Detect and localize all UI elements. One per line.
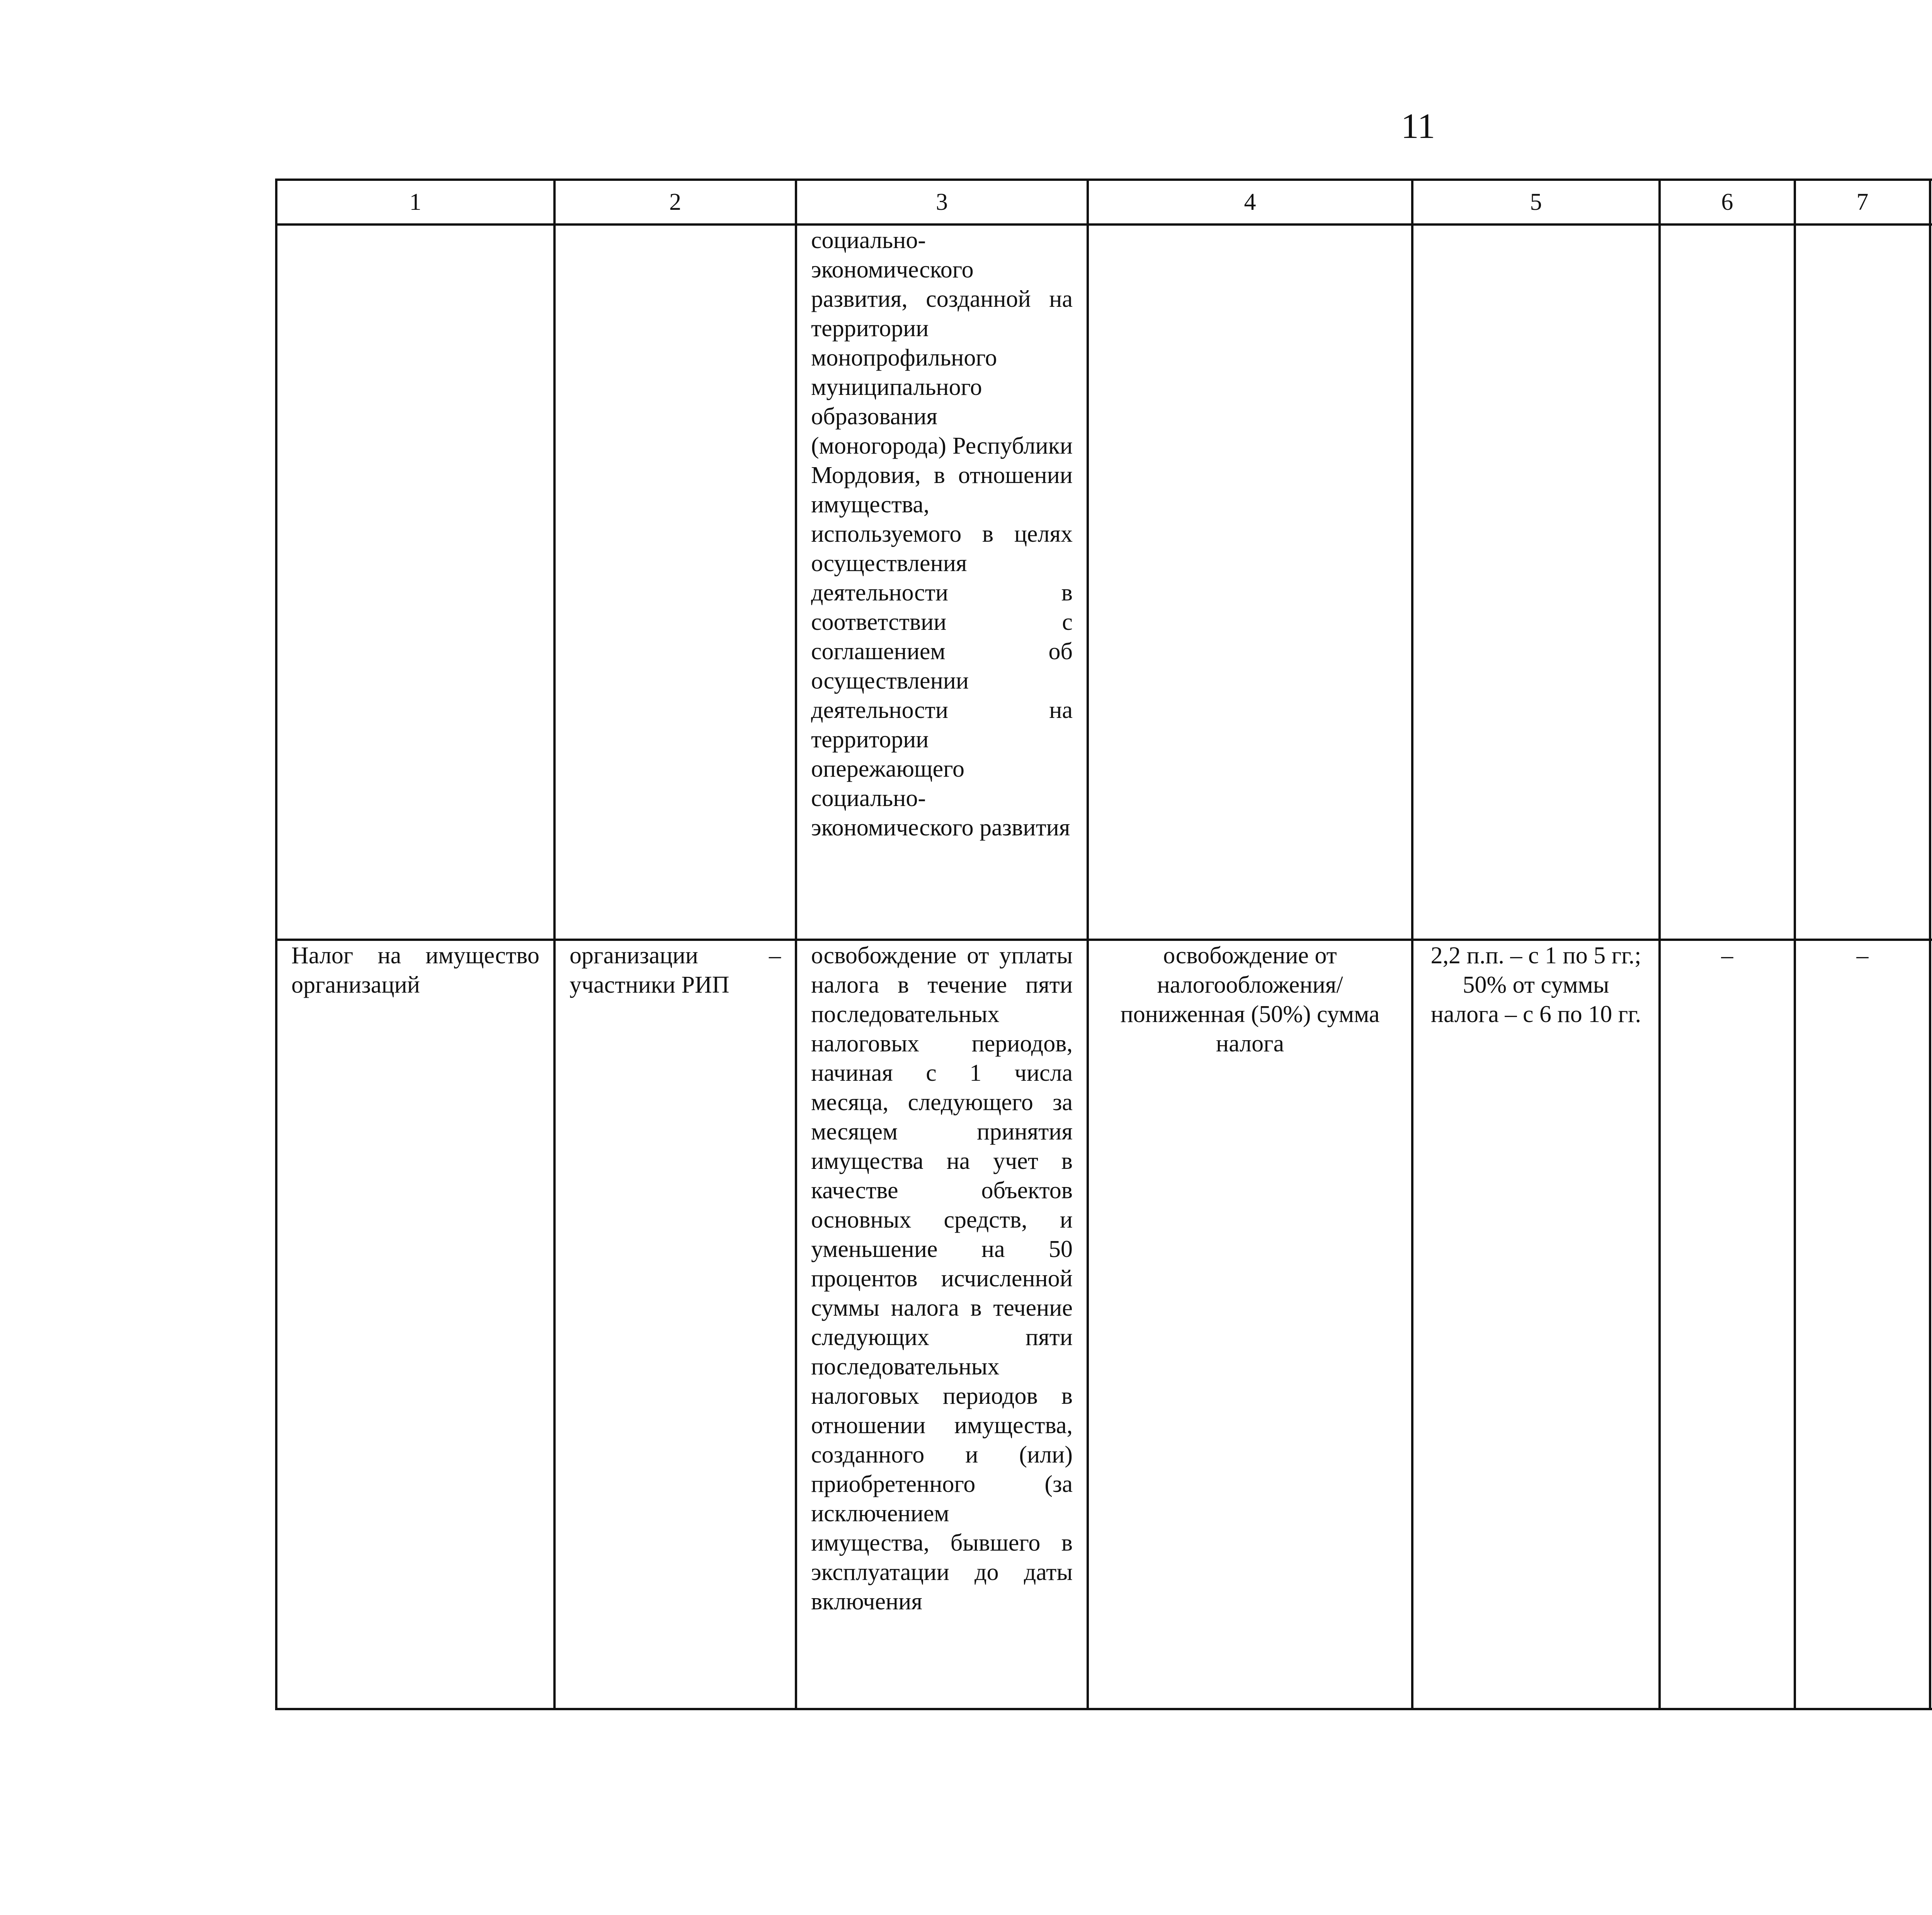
value-cell <box>1930 940 1932 1709</box>
value-cell <box>1660 224 1795 940</box>
benefit-description-cell: социально-экономического развития, созданной на территории монопрофильного муниципального образования (моногорода) Республики Мордовия, в отношении имущества, используемого в целях осуществления деятельности в соответствии с соглашением об осуществлении деятельности на территории опережающего социально-экономического развития <box>796 224 1088 940</box>
column-header: 2 <box>554 180 796 224</box>
benefit-type-cell <box>1088 224 1412 940</box>
column-header: 7 <box>1795 180 1930 224</box>
recipient-cell: организации – участники РИП <box>554 940 796 1709</box>
tax-name-cell <box>276 224 554 940</box>
benefit-rate-cell <box>1412 224 1660 940</box>
value-cell <box>1930 224 1932 940</box>
table-row <box>276 940 1932 1709</box>
table-row <box>276 224 1932 940</box>
column-header <box>1930 180 1932 224</box>
column-header: 1 <box>276 180 554 224</box>
value-cell: – <box>1795 940 1930 1709</box>
benefit-rate-line: 50% от суммы налога – с 6 по 10 гг. <box>1430 972 1641 1027</box>
column-header: 4 <box>1088 180 1412 224</box>
column-header: 6 <box>1660 180 1795 224</box>
table-header-row <box>276 180 1932 224</box>
value-cell <box>1795 224 1930 940</box>
benefits-table <box>275 179 1932 1710</box>
recipient-cell <box>554 224 796 940</box>
page-number: 11 <box>1401 106 1435 146</box>
tax-name-cell: Налог на имущество организаций <box>276 940 554 1709</box>
benefit-rate-cell <box>1412 940 1660 1709</box>
benefit-description-cell: освобождение от уплаты налога в течение пяти последовательных налоговых периодов, начиная с 1 числа месяца, следующего за месяцем принятия имущества на учет в качестве объектов основных средств, и уменьшение на 50 процентов исчисленной суммы налога в течение следующих пяти последовательных налоговых периодов в отношении имущества, созданного и (или) приобретенного (за исключением имущества, бывшего в эксплуатации до даты включения <box>796 940 1088 1709</box>
column-header: 3 <box>796 180 1088 224</box>
value-cell: – <box>1660 940 1795 1709</box>
benefit-type-cell: освобождение от налогообложения/ пониженная (50%) сумма налога <box>1088 940 1412 1709</box>
column-header: 5 <box>1412 180 1660 224</box>
benefit-rate-line: 2,2 п.п. – с 1 по 5 гг.; <box>1430 942 1641 969</box>
